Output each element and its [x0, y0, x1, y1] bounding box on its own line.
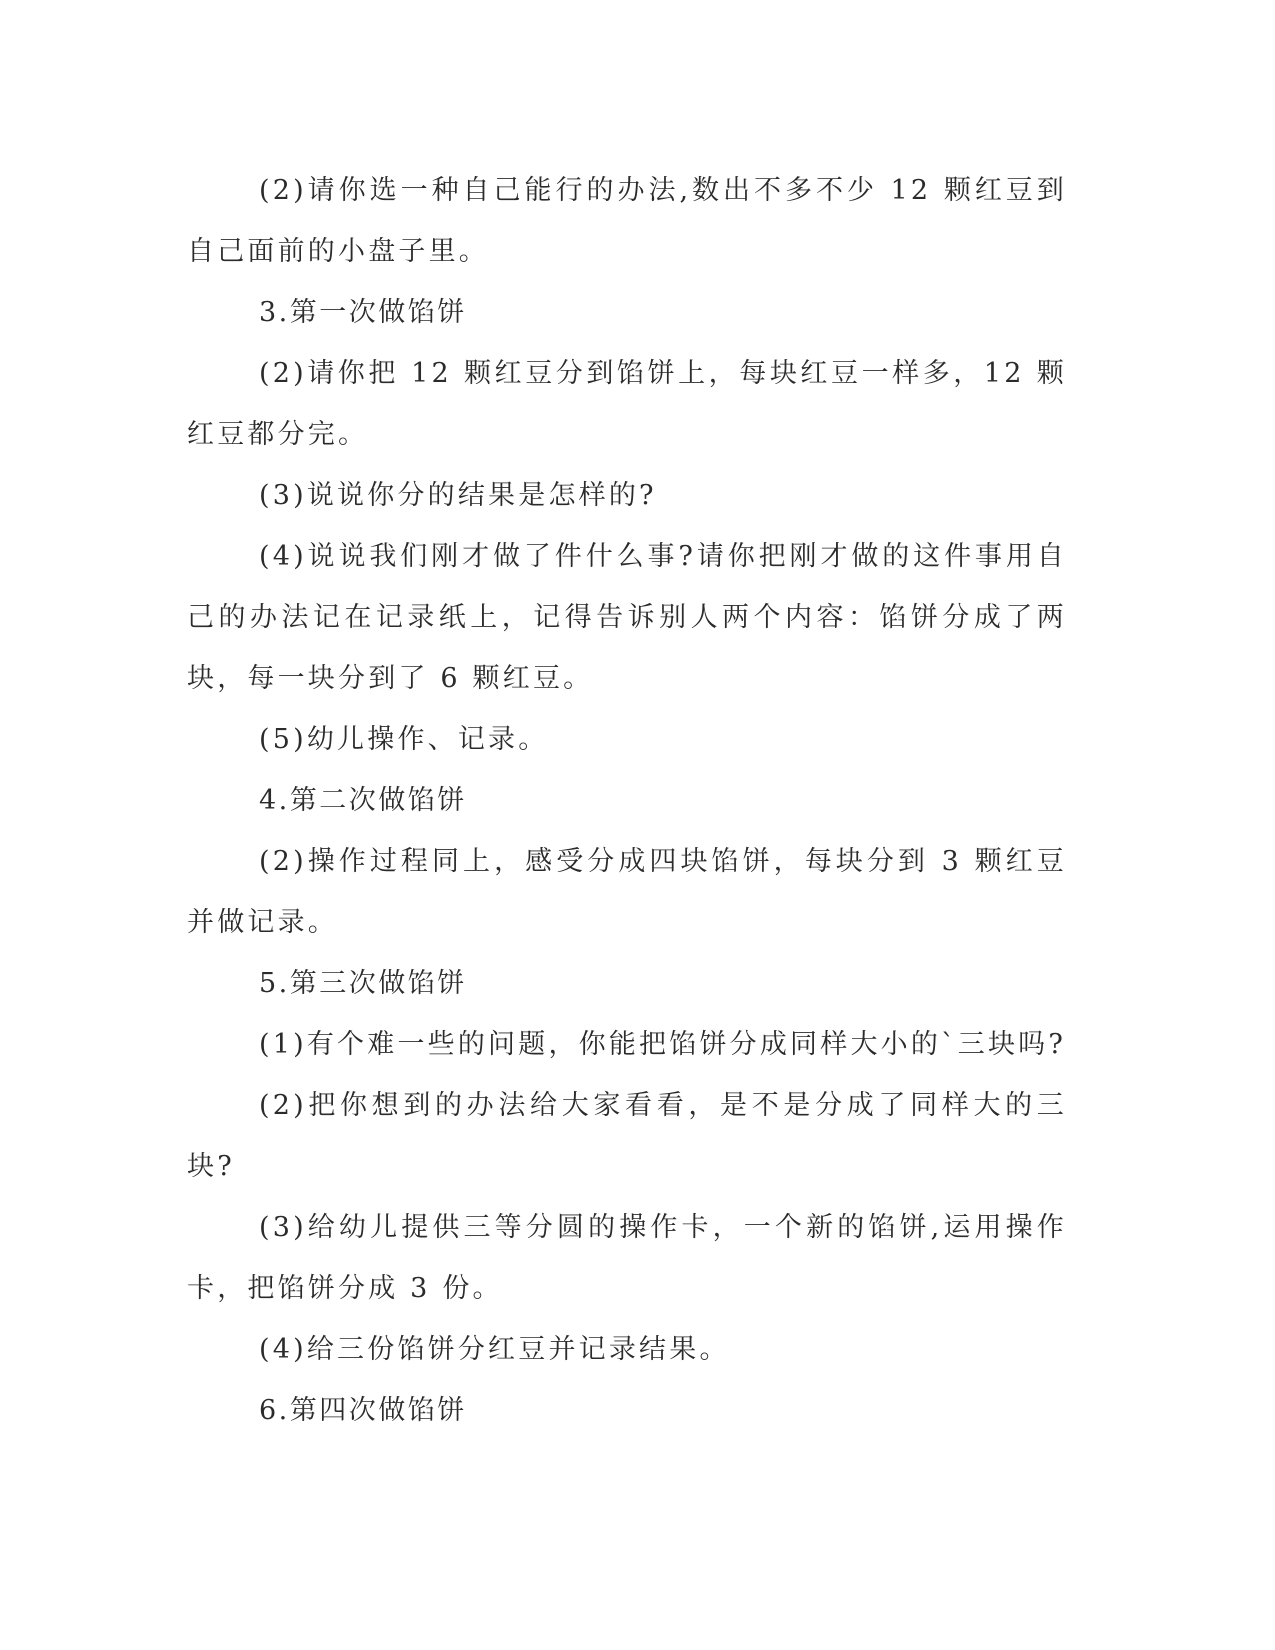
paragraph-describe-result: (3)说说你分的结果是怎样的?: [259, 480, 657, 511]
paragraph-count-beans: (2)请你选一种自己能行的办法,数出不多不少 12 颗红豆到自己面前的小盘子里。: [187, 175, 1067, 267]
document-body: [187, 160, 1067, 1441]
section-heading-first-pie: 3.第一次做馅饼: [259, 297, 467, 328]
paragraph-divide-three: (4)给三份馅饼分红豆并记录结果。: [259, 1334, 730, 1365]
section-heading-second-pie: 4.第二次做馅饼: [259, 785, 467, 816]
section-heading-fourth-pie: 6.第四次做馅饼: [259, 1395, 467, 1426]
paragraph-record-activity: (4)说说我们刚才做了件什么事?请你把刚才做的这件事用自己的办法记在记录纸上，记得告诉别人两个内容：馅饼分成了两块，每一块分到了 6 颗红豆。: [187, 541, 1067, 694]
paragraph-three-pieces-question: (1)有个难一些的问题，你能把馅饼分成同样大小的`三块吗?: [259, 1029, 1067, 1060]
paragraph-operation-card: (3)给幼儿提供三等分圆的操作卡，一个新的馅饼,运用操作卡，把馅饼分成 3 份。: [187, 1212, 1067, 1304]
paragraph-four-pieces: (2)操作过程同上，感受分成四块馅饼，每块分到 3 颗红豆并做记录。: [187, 846, 1067, 938]
section-heading-third-pie: 5.第三次做馅饼: [259, 968, 467, 999]
paragraph-divide-beans: (2)请你把 12 颗红豆分到馅饼上，每块红豆一样多，12 颗红豆都分完。: [187, 358, 1067, 450]
paragraph-children-operate: (5)幼儿操作、记录。: [259, 724, 549, 755]
paragraph-show-method: (2)把你想到的办法给大家看看，是不是分成了同样大的三块?: [187, 1090, 1067, 1182]
